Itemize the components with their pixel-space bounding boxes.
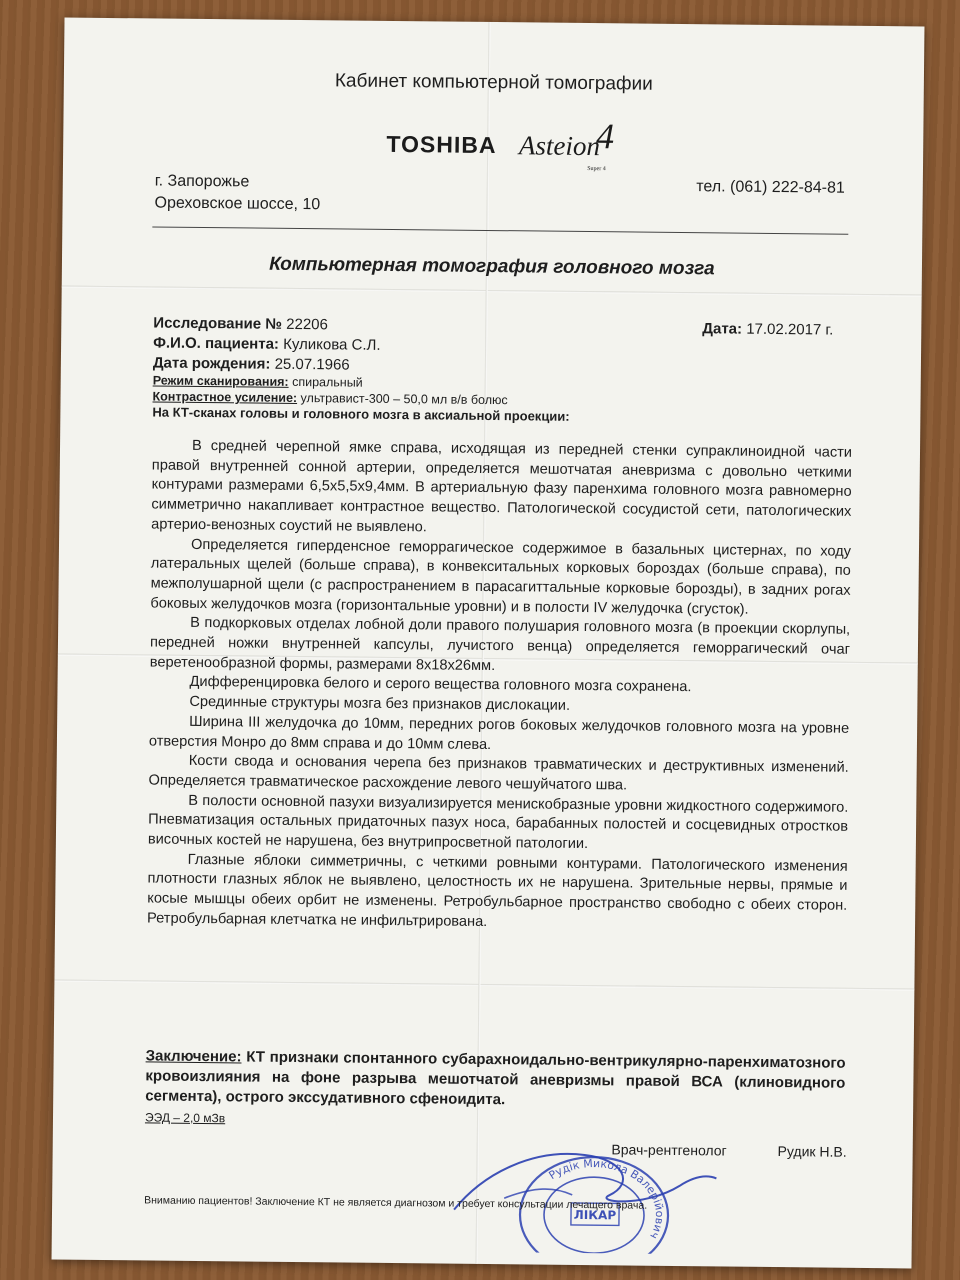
study-number-label: Исследование № (153, 314, 283, 333)
doctor-stamp-icon (444, 1102, 726, 1255)
asteion-logo (518, 116, 615, 173)
doctor-role: Врач-рентгенолог (611, 1141, 727, 1159)
contrast-value: ультравист-300 – 50,0 мл в/в болюс (300, 391, 508, 408)
findings-paragraph: Ширина III желудочка до 10мм, передних рогов боковых желудочков головного мозга на уровне отверстия Монро до 8мм справа и до 10мм слева. (148, 713, 850, 753)
study-date-label: Дата: (702, 320, 743, 338)
scan-mode-value: спиральный (292, 374, 363, 390)
address-street: Ореховское шоссе, 10 (154, 194, 321, 214)
report-sheet (52, 18, 925, 1269)
document-title: Компьютерная томография головного мозга (269, 253, 715, 280)
effective-dose: ЭЭД – 2,0 мЗв (144, 1110, 226, 1126)
conclusion-text: КТ признаки спонтанного субарахноидально-вентрикулярно-паренхиматозного кровоизлияния на фоне разрыва мешотчатой аневризмы правой ВСА (клиновидного сегмента), острого экссудативного сфеноидита. (145, 1048, 846, 1108)
findings-paragraph: Определяется гиперденсное геморрагическое содержимое в базальных цистернах, по ходу латеральных щелей (больше справа), в конвекситальных корковых бороздах (больше справа), по межполушарной щели (с распространением в парасагиттальные корковые борозды), в задних рогах боковых желудочков мозга (горизонтальные уровни) и в полости IV желудочка (сгусток). (150, 536, 852, 618)
patient-name-label: Ф.И.О. пациента: (153, 334, 280, 353)
clinic-title: Кабинет компьютерной томографии (334, 70, 653, 95)
doctor-name: Рудик Н.В. (777, 1143, 847, 1160)
birth-date (153, 354, 350, 373)
contrast-label: Контрастное усиление: (152, 389, 298, 405)
paper-fold-line (62, 286, 922, 297)
findings-paragraph: В полости основной пазухи визуализируется менискобразные уровни жидкостного содержимого. Пневматизация остальных придаточных пазух носа, барабанных полостей и сосцевидных отростков височных костей не нарушена, без внутрипросветной патологии. (147, 792, 849, 853)
findings-paragraph: В подкорковых отделах лобной доли правого полушария головного мозга (в проекции скорлупы, передней ножки внутренней капсулы, лучистого венца) определяется геморрагический очаг веретенообразной формы, размерами 8х18х26мм. (149, 615, 851, 674)
findings-paragraph: Кости свода и основания черепа без признаков травматических и деструктивных изменений. Определяется травматическое расхождение левого чешуйчатого шва. (148, 753, 849, 794)
stamp-center-text: ЛІКАР (573, 1207, 617, 1223)
findings-paragraph: Срединные структуры мозга без признаков дислокации. (189, 694, 571, 715)
conclusion-label: Заключение: (145, 1047, 242, 1066)
asteion-logo-text: Asteion (518, 130, 601, 162)
findings-paragraph: В средней черепной ямке справа, исходящая из передней стенки супраклиноидной части правой внутренней сонной артерии, определяется мешотчатая аневризма с довольно четкими контурами размерами 6,5х5,5х9,4мм. В артериальную фазу паренхима головного мозга равномерно симметрично накапливает контрастное вещество. Патологической сосудистой сети, патологических артерио-венозных соустий не выявлено. (151, 437, 853, 536)
patient-name-value: Куликова С.Л. (283, 335, 381, 354)
findings-paragraph: Глазные яблоки симметричны, с четкими ровными контурами. Патологического изменения плотности глазных яблок не выявлено, целостность их не нарушена. Зрительные нервы, прямые и косые мышцы обеих орбит не изменены. Ретробульбарное пространство свободно с обеих сторон. Ретробульбарная клетчатка не инфильтрирована. (147, 851, 848, 930)
clinic-phone: тел. (061) 222-84-81 (696, 178, 845, 197)
study-date (702, 320, 833, 338)
header-divider (152, 226, 848, 234)
findings-paragraph: Дифференцировка белого и серого вещества головного мозга сохранена. (189, 674, 692, 696)
toshiba-logo: TOSHIBA (386, 130, 497, 159)
patient-name (153, 334, 381, 353)
birth-date-label: Дата рождения: (152, 354, 271, 373)
study-date-value: 17.02.2017 г. (746, 320, 834, 339)
study-number (153, 314, 328, 333)
asteion-logo-number: 4 (595, 116, 615, 157)
stamp-ring-text: Рудік Микола Валерійович (546, 1157, 667, 1242)
findings-body (147, 436, 852, 936)
birth-date-value: 25.07.1966 (274, 355, 350, 374)
paper-fold-line (54, 979, 914, 990)
asteion-logo-super: Super 4 (587, 166, 606, 173)
scan-mode-label: Режим сканирования: (152, 373, 289, 389)
address-city: г. Запорожье (154, 172, 250, 191)
findings-intro: На КТ-сканах головы и головного мозга в аксиальной проекции: (152, 404, 570, 424)
scan-mode (153, 373, 363, 389)
patient-notice: Вниманию пациентов! Заключение КТ не является диагнозом и требует консультации лечащего врача. (144, 1194, 648, 1212)
study-number-value: 22206 (286, 315, 329, 334)
